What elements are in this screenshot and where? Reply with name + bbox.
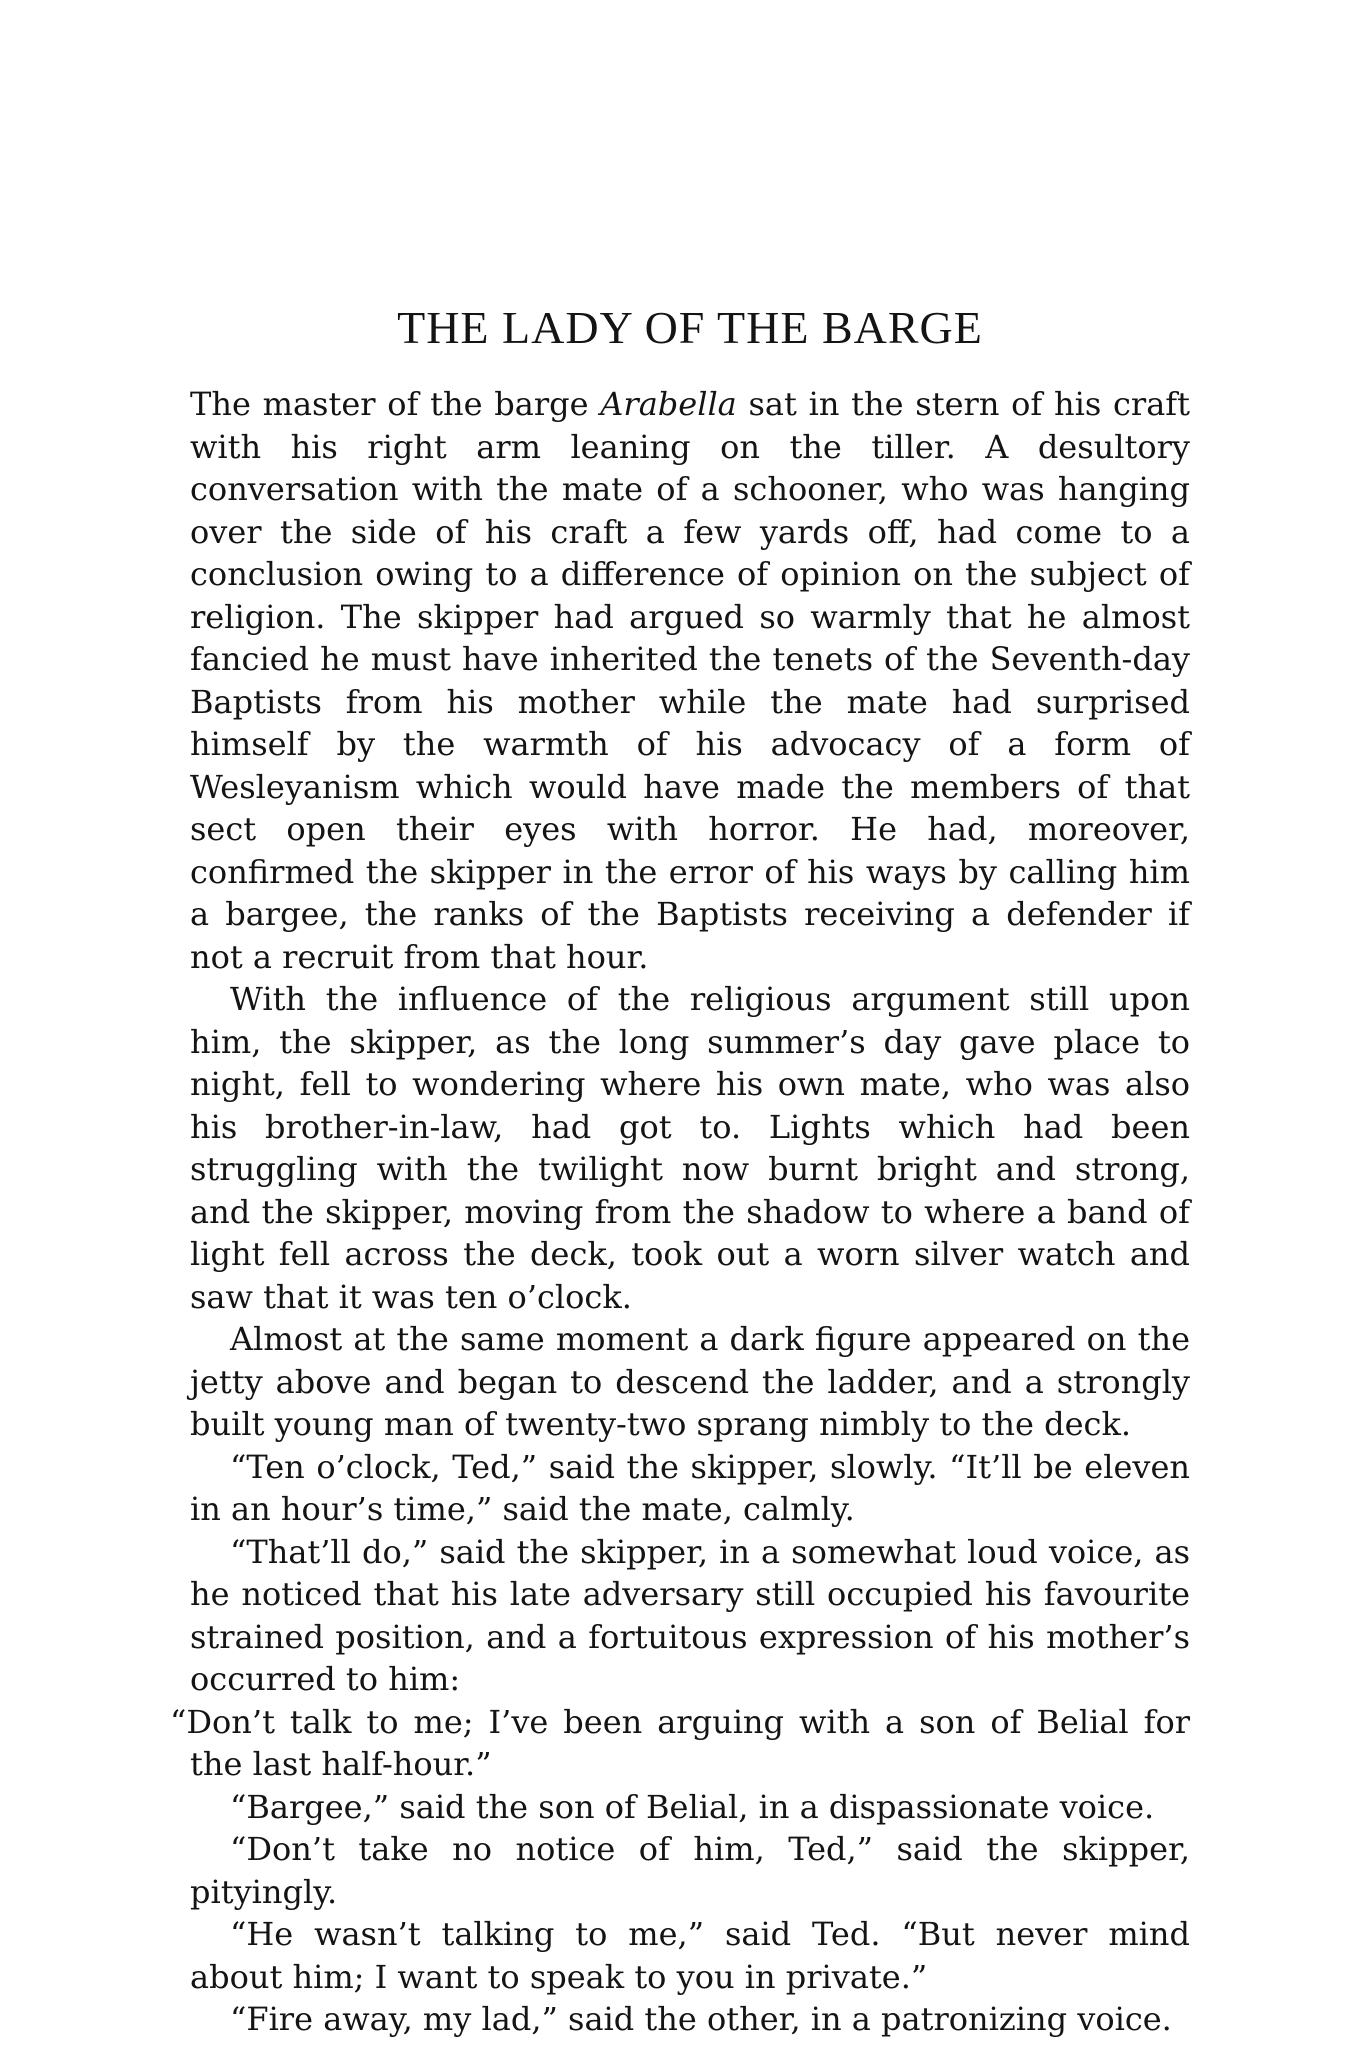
paragraph-1 bbox=[190, 383, 1190, 978]
chapter-body bbox=[170, 383, 1190, 2041]
chapter-title: THE LADY OF THE BARGE bbox=[397, 302, 983, 353]
barge-name: Arabella bbox=[600, 385, 737, 424]
paragraph-1-text-start: The master of the barge bbox=[190, 385, 601, 424]
paragraph-3: Almost at the same moment a dark figure appeared on the jetty above and began to descend the ladder, and a strongly built young man of twenty-two sprang nimbly to the deck. bbox=[190, 1320, 1190, 1444]
paragraph-4: “Ten o’clock, Ted,” said the skipper, slowly. “It’ll be eleven in an hour’s time,” said the mate, calmly. bbox=[190, 1447, 1190, 1529]
paragraph-5: “That’ll do,” said the skipper, in a somewhat loud voice, as he noticed that his late adversary still occupied his favourite strained position, and a fortuitous expression of his mother’s occurred to him: bbox=[190, 1532, 1190, 1699]
paragraph-10: “Fire away, my lad,” said the other, in a patronizing voice. bbox=[230, 2000, 1172, 2039]
paragraph-1-text-rest: sat in the stern of his craft with his right arm leaning on the tiller. A desultory conversation with the mate of a schooner, who was hanging over the side of his craft a few yards off, had come to a conclusion owing to a difference of opinion on the subject of religion. The skipper had argued so warmly that he almost fancied he must have inherited the tenets of the Seventh-day Baptists from his mother while the mate had surprised himself by the warmth of his advocacy of a form of Wesleyanism which would have made the members of that sect open their eyes with horror. He had, moreover, confirmed the skipper in the error of his ways by calling him a bargee, the ranks of the Baptists receiving a defender if not a recruit from that hour. bbox=[190, 385, 1190, 976]
paragraph-2: With the influence of the religious argument still upon him, the skipper, as the long summer’s day gave place to night, fell to wondering where his own mate, who was also his brother-in-law, had got to. Lights which had been struggling with the twilight now burnt bright and strong, and the skipper, moving from the shadow to where a band of light fell across the deck, took out a worn silver watch and saw that it was ten o’clock. bbox=[190, 980, 1190, 1316]
book-page bbox=[170, 300, 1190, 2041]
paragraph-7: “Bargee,” said the son of Belial, in a dispassionate voice. bbox=[230, 1787, 1155, 1826]
paragraph-8: “Don’t take no notice of him, Ted,” said the skipper, pityingly. bbox=[190, 1830, 1190, 1911]
paragraph-6: “Don’t talk to me; I’ve been arguing with a son of Belial for the last half-hour.” bbox=[170, 1702, 1190, 1784]
paragraph-9: “He wasn’t talking to me,” said Ted. “But never mind about him; I want to speak to you in private.” bbox=[190, 1915, 1190, 1996]
